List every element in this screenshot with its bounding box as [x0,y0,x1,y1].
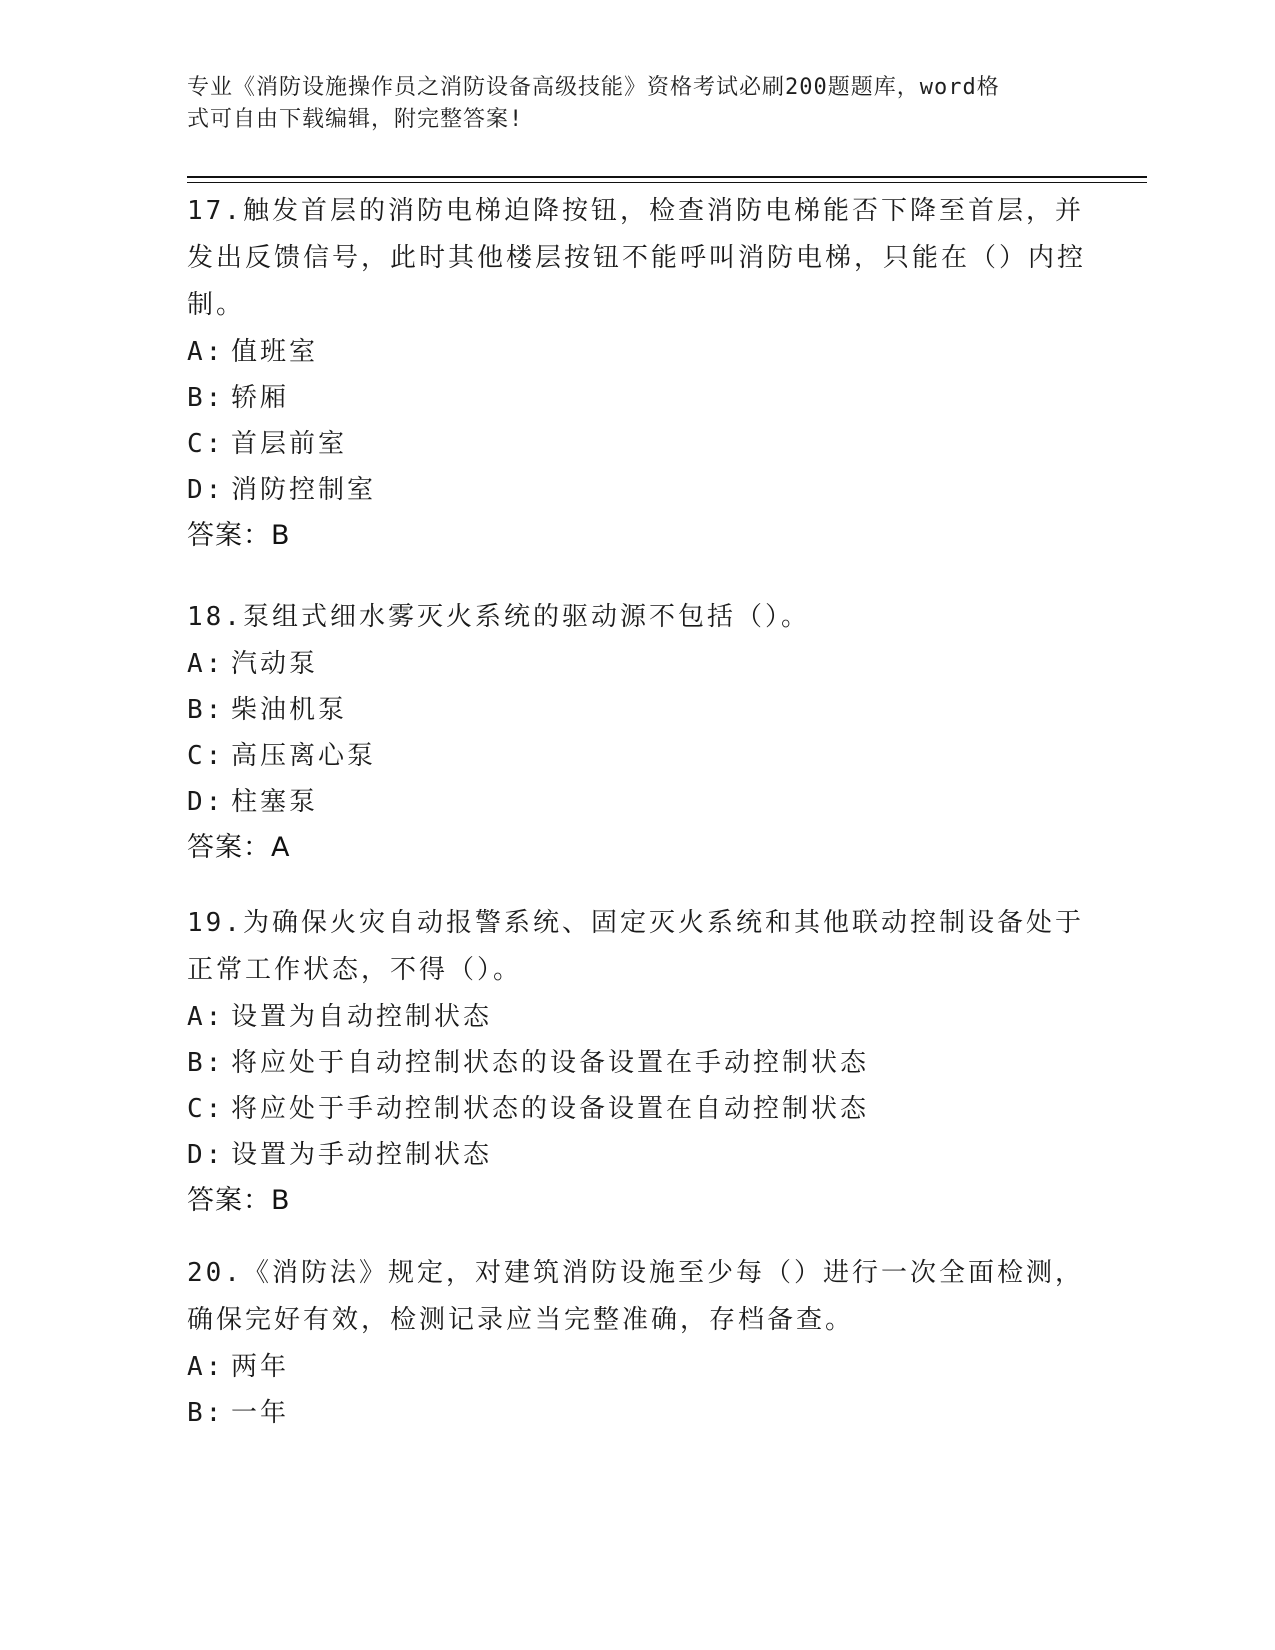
option-text: 一年 [231,1398,290,1428]
document-header [187,72,1067,136]
option-text: 设置为手动控制状态 [231,1140,493,1170]
option-c [187,733,1087,779]
header-line-2: 式可自由下载编辑，附完整答案! [187,107,524,132]
option-b [187,1040,1087,1086]
option-letter: C: [187,1094,225,1124]
answer-label: 答案：B [187,520,291,551]
header-line-1: 专业《消防设施操作员之消防设备高级技能》资格考试必刷200题题库，word格 [187,75,1000,100]
option-text: 柴油机泵 [231,695,348,725]
option-b [187,687,1087,733]
header-divider-thick [187,176,1147,178]
option-text: 将应处于手动控制状态的设备设置在自动控制状态 [231,1094,870,1124]
answer-label: 答案：A [187,832,291,863]
option-text: 消防控制室 [231,475,377,505]
question-19 [187,900,1087,1224]
option-letter: D: [187,1140,225,1170]
option-a [187,641,1087,687]
option-a [187,994,1087,1040]
option-c [187,1086,1087,1132]
question-20 [187,1250,1087,1436]
option-text: 设置为自动控制状态 [231,1002,493,1032]
header-divider-thin [187,182,1147,183]
question-18 [187,594,1087,871]
answer-label: 答案：B [187,1185,291,1216]
option-letter: D: [187,787,225,817]
option-text: 汽动泵 [231,649,319,679]
option-letter: C: [187,741,225,771]
option-letter: B: [187,695,225,725]
option-letter: A: [187,337,225,367]
option-b [187,375,1087,421]
question-17 [187,188,1087,559]
option-letter: B: [187,383,225,413]
question-text: 19.为确保火灾自动报警系统、固定灭火系统和其他联动控制设备处于正常工作状态，不得（）。 [187,908,1084,985]
option-text: 值班室 [231,337,319,367]
option-letter: C: [187,429,225,459]
option-letter: B: [187,1048,225,1078]
option-c [187,421,1087,467]
option-text: 轿厢 [231,383,290,413]
option-letter: D: [187,475,225,505]
option-a [187,1344,1087,1390]
question-text: 18.泵组式细水雾灭火系统的驱动源不包括（）。 [187,602,810,632]
option-a [187,329,1087,375]
option-letter: A: [187,1002,225,1032]
option-text: 将应处于自动控制状态的设备设置在手动控制状态 [231,1048,870,1078]
option-d [187,467,1087,513]
option-d [187,1132,1087,1178]
option-letter: A: [187,649,225,679]
option-b [187,1390,1087,1436]
option-letter: A: [187,1352,225,1382]
option-text: 首层前室 [231,429,348,459]
option-letter: B: [187,1398,225,1428]
option-text: 柱塞泵 [231,787,319,817]
option-d [187,779,1087,825]
option-text: 两年 [231,1352,290,1382]
question-text: 17.触发首层的消防电梯迫降按钮，检查消防电梯能否下降至首层，并发出反馈信号，此时其他楼层按钮不能呼叫消防电梯，只能在（）内控制。 [187,196,1087,320]
question-text: 20.《消防法》规定，对建筑消防设施至少每（）进行一次全面检测，确保完好有效，检测记录应当完整准确，存档备查。 [187,1258,1084,1335]
option-text: 高压离心泵 [231,741,377,771]
